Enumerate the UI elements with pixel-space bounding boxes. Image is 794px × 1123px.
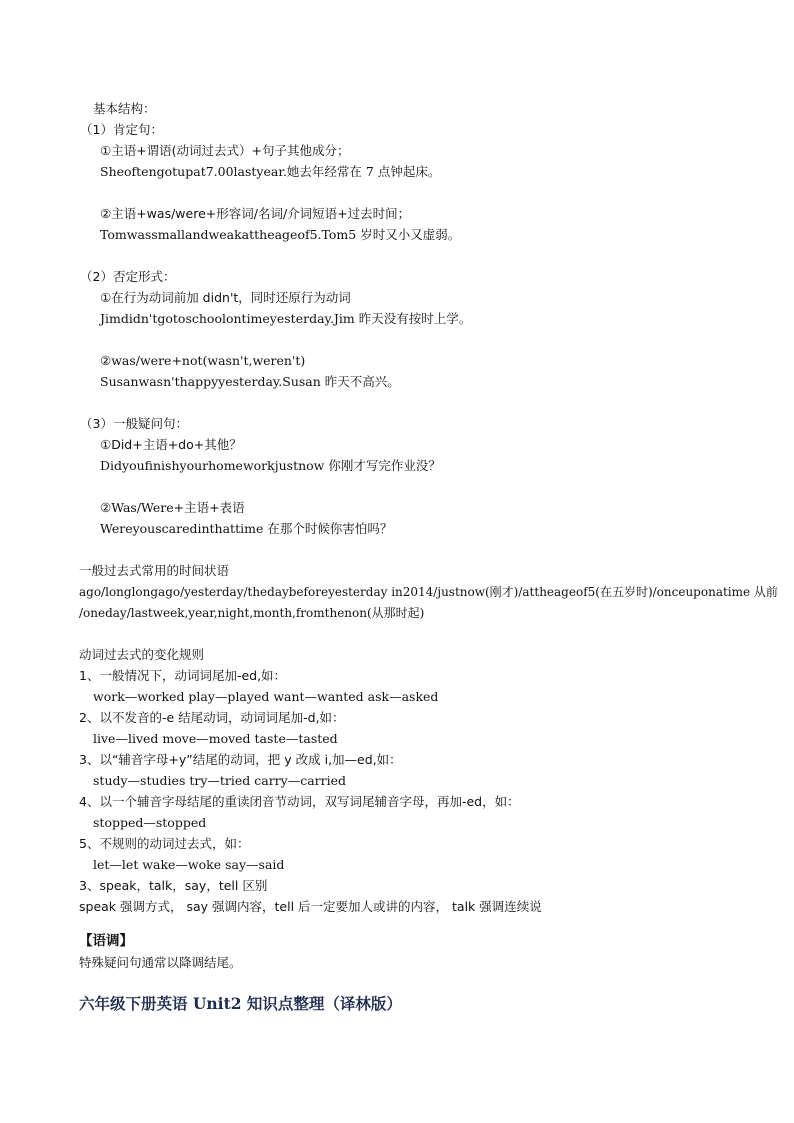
next-section-title: 六年级下册英语 Unit2 知识点整理（译林版） xyxy=(79,994,402,1013)
negative-pattern-1: ①在行为动词前加 didn't，同时还原行为动词 xyxy=(100,290,351,305)
rule-3-examples: study—studies try—tried carry—carried xyxy=(93,773,347,788)
question-pattern-1: ①Did+主语+do+其他？ xyxy=(100,437,242,452)
rule-4: 4、以一个辅音字母结尾的重读闭音节动词，双写词尾辅音字母，再加-ed，如： xyxy=(79,794,520,809)
negative-label: （2）否定形式： xyxy=(80,269,176,284)
rule-3: 3、以“辅音字母+y”结尾的动词，把 y 改成 i,加—ed,如： xyxy=(79,752,402,767)
affirmative-example-1: Sheoftengotupat7.00lastyear.她去年经常在 7 点钟起床。 xyxy=(100,164,441,179)
rule-5-examples: let—let wake—woke say—said xyxy=(93,857,285,872)
structure-title: 基本结构： xyxy=(93,101,156,116)
rule-1-examples: work—worked play—played want—wanted ask—asked xyxy=(93,689,439,704)
affirmative-pattern-2: ②主语+was/were+形容词/名词/介词短语+过去时间； xyxy=(100,206,411,221)
question-example-1: Didyoufinishyourhomeworkjustnow 你刚才写完作业没？ xyxy=(100,458,441,473)
time-adverbials-line-2: /oneday/lastweek,year,night,month,fromthenon(从那时起) xyxy=(79,606,425,620)
rule-1: 1、一般情况下，动词词尾加-ed,如： xyxy=(79,668,287,683)
negative-example-1: Jimdidn'tgotoschoolontimeyesterday.Jim 昨天没有按时上学。 xyxy=(100,311,472,326)
rule-2: 2、以不发音的-e 结尾动词，动词词尾加-d,如： xyxy=(79,710,345,725)
rule-6: 3、speak，talk，say，tell 区别 xyxy=(79,878,268,893)
question-label: （3）一般疑问句： xyxy=(80,416,188,431)
rule-6-explanation: speak 强调方式， say 强调内容，tell 后一定要加人或讲的内容， talk 强调连续说 xyxy=(79,899,542,914)
rule-2-examples: live—lived move—moved taste—tasted xyxy=(93,731,338,746)
rule-5: 5、不规则的动词过去式，如： xyxy=(79,836,250,851)
negative-pattern-2: ②was/were+not(wasn't,weren't) xyxy=(100,353,306,368)
time-adverbials-title: 一般过去式常用的时间状语 xyxy=(79,563,230,578)
rule-4-examples: stopped—stopped xyxy=(93,815,207,830)
question-example-2: Wereyouscaredinthattime 在那个时候你害怕吗？ xyxy=(100,521,393,536)
affirmative-example-2: Tomwassmallandweakattheageof5.Tom5 岁时又小又虚弱。 xyxy=(100,227,461,242)
negative-example-2: Susanwasn'thappyyesterday.Susan 昨天不高兴。 xyxy=(100,374,400,389)
question-pattern-2: ②Was/Were+主语+表语 xyxy=(100,500,245,515)
affirmative-label: （1）肯定句： xyxy=(80,122,163,137)
time-adverbials-line-1: ago/longlongago/yesterday/thedaybeforeyesterday in2014/justnow(刚才)/attheageof5(在五岁时)/onceuponatime 从前 xyxy=(79,585,778,599)
intonation-text: 特殊疑问句通常以降调结尾。 xyxy=(79,955,242,970)
intonation-title: 【语调】 xyxy=(79,933,133,949)
rules-title: 动词过去式的变化规则 xyxy=(79,647,205,662)
affirmative-pattern-1: ①主语+谓语(动词过去式）+句子其他成分； xyxy=(100,143,350,158)
